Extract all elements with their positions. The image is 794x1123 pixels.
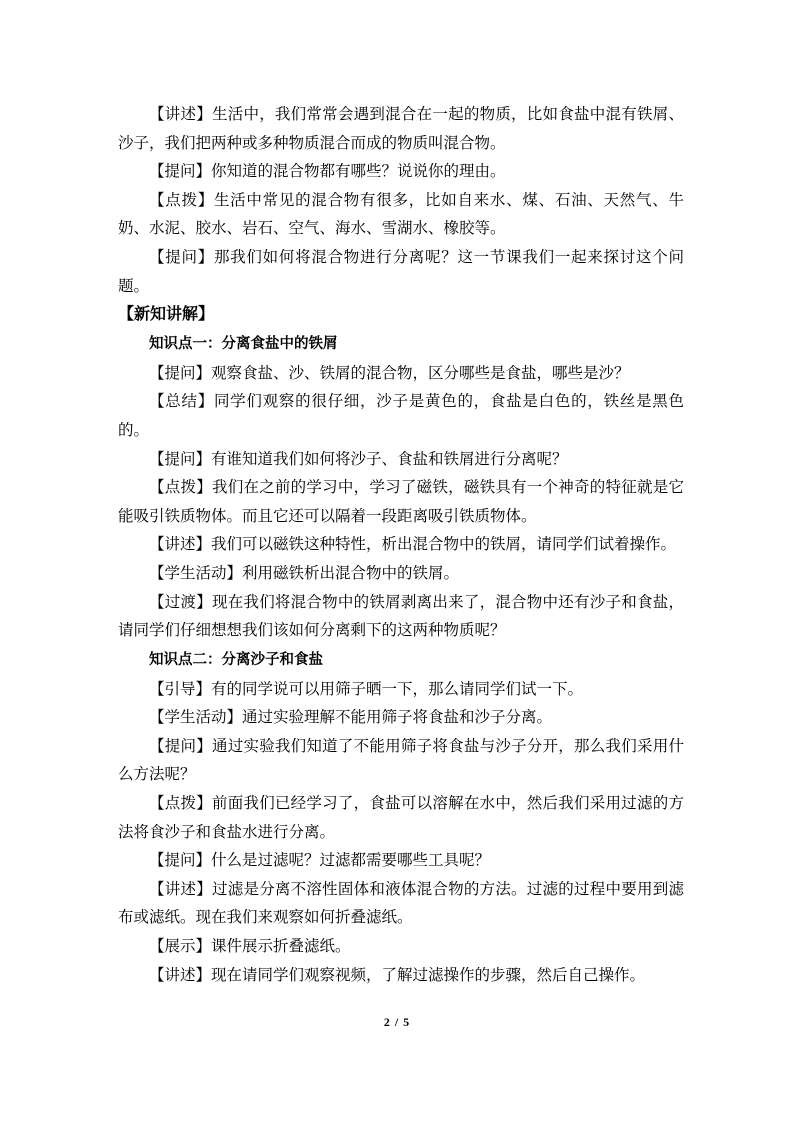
paragraph-tag: 【讲述】 xyxy=(149,105,212,123)
paragraph-tag: 【讲述】 xyxy=(149,535,212,554)
paragraph-text: 有谁知道我们如何将沙子、食盐和铁屑进行分离呢？ xyxy=(211,449,568,468)
paragraph-tag: 【总结】 xyxy=(149,392,214,411)
paragraph-intro-2 xyxy=(118,157,684,186)
k2-paragraph-5 xyxy=(118,846,684,875)
paragraph-text: 过滤是分离不溶性固体和液体混合物的方法。过滤的过程中要用到滤布或滤纸。现在我们来观察如何折叠滤纸。 xyxy=(118,879,684,927)
knowledge-point-2-title: 知识点二：分离沙子和食盐 xyxy=(149,651,323,668)
paragraph-text: 有的同学说可以用筛子晒一下，那么请同学们试一下。 xyxy=(211,679,584,698)
paragraph-tag: 【学生活动】 xyxy=(149,563,243,582)
paragraph-text: 观察食盐、沙、铁屑的混合物，区分哪些是食盐，哪些是沙？ xyxy=(211,363,630,382)
paragraph-tag: 【引导】 xyxy=(149,679,212,698)
paragraph-tag: 【提问】 xyxy=(149,247,214,266)
page-number: 2 / 5 xyxy=(383,1015,411,1029)
paragraph-text: 同学们观察的很仔细，沙子是黄色的，食盐是白色的，铁丝是黑色的。 xyxy=(118,392,684,439)
k1-paragraph-4 xyxy=(118,473,684,530)
paragraph-tag: 【讲述】 xyxy=(149,879,212,898)
paragraph-text: 我们在之前的学习中，学习了磁铁，磁铁具有一个神奇的特征就是它能吸引铁质物体。而且它还可以隔着一段距离吸引铁质物体。 xyxy=(118,478,684,525)
k1-paragraph-7 xyxy=(118,588,684,645)
knowledge-point-1-title: 知识点一：分离食盐中的铁屑 xyxy=(149,335,338,352)
paragraph-text: 通过实验我们知道了不能用筛子将食盐与沙子分开，那么我们采用什么方法呢？ xyxy=(118,736,684,784)
paragraph-text: 那我们如何将混合物进行分离呢？这一节课我们一起来探讨这个问题。 xyxy=(118,247,684,295)
paragraph-text: 生活中常见的混合物有很多，比如自来水、煤、石油、天然气、牛奶、水泥、胶水、岩石、空气、海水、雪湖水、橡胶等。 xyxy=(118,190,684,238)
paragraph-tag: 【展示】 xyxy=(149,937,212,956)
paragraph-text: 生活中，我们常常会遇到混合在一起的物质，比如食盐中混有铁屑、沙子，我们把两种或多种物质混合而成的物质叫混合物。 xyxy=(118,105,684,152)
paragraph-intro-3 xyxy=(118,186,684,243)
paragraph-text: 通过实验理解不能用筛子将食盐和沙子分离。 xyxy=(242,708,553,727)
paragraph-text: 现在请同学们观察视频，了解过滤操作的步骤，然后自己操作。 xyxy=(211,965,646,984)
k1-paragraph-2 xyxy=(118,387,684,444)
k1-paragraph-1 xyxy=(118,359,684,388)
paragraph-tag: 【过渡】 xyxy=(149,592,212,611)
k2-paragraph-8 xyxy=(118,961,684,990)
document-body xyxy=(118,100,684,989)
k1-paragraph-5 xyxy=(118,530,684,559)
k1-paragraph-3 xyxy=(118,445,684,474)
paragraph-tag: 【提问】 xyxy=(149,363,212,382)
paragraph-tag: 【点拨】 xyxy=(149,794,212,813)
k2-paragraph-1 xyxy=(118,675,684,704)
section-heading: 【新知讲解】 xyxy=(118,304,215,324)
k1-paragraph-6 xyxy=(118,559,684,588)
k2-paragraph-4 xyxy=(118,789,684,846)
paragraph-tag: 【点拨】 xyxy=(149,190,214,209)
paragraph-tag: 【提问】 xyxy=(149,162,212,181)
paragraph-tag: 【学生活动】 xyxy=(149,708,243,727)
k2-paragraph-3 xyxy=(118,732,684,789)
paragraph-intro-4 xyxy=(118,243,684,300)
paragraph-text: 课件展示折叠滤纸。 xyxy=(211,937,351,956)
paragraph-text: 前面我们已经学习了，食盐可以溶解在水中，然后我们采用过滤的方法将食沙子和食盐水进行分离。 xyxy=(118,794,684,841)
paragraph-text: 什么是过滤呢？过滤都需要哪些工具呢？ xyxy=(211,851,491,870)
paragraph-tag: 【提问】 xyxy=(149,449,212,468)
k2-paragraph-7 xyxy=(118,932,684,961)
paragraph-text: 你知道的混合物都有哪些？说说你的理由。 xyxy=(211,162,506,181)
paragraph-tag: 【讲述】 xyxy=(149,965,212,984)
paragraph-tag: 【点拨】 xyxy=(149,478,212,497)
paragraph-text: 现在我们将混合物中的铁屑剥离出来了，混合物中还有沙子和食盐，请同学们仔细想想我们该如何分离剩下的这两种物质呢？ xyxy=(118,592,684,640)
k2-paragraph-2 xyxy=(118,703,684,732)
paragraph-tag: 【提问】 xyxy=(149,851,212,870)
k2-paragraph-6 xyxy=(118,875,684,932)
paragraph-text: 利用磁铁析出混合物中的铁屑。 xyxy=(242,563,460,582)
paragraph-tag: 【提问】 xyxy=(149,736,212,755)
paragraph-intro-1 xyxy=(118,100,684,157)
paragraph-text: 我们可以磁铁这种特性，析出混合物中的铁屑，请同学们试着操作。 xyxy=(211,535,677,554)
